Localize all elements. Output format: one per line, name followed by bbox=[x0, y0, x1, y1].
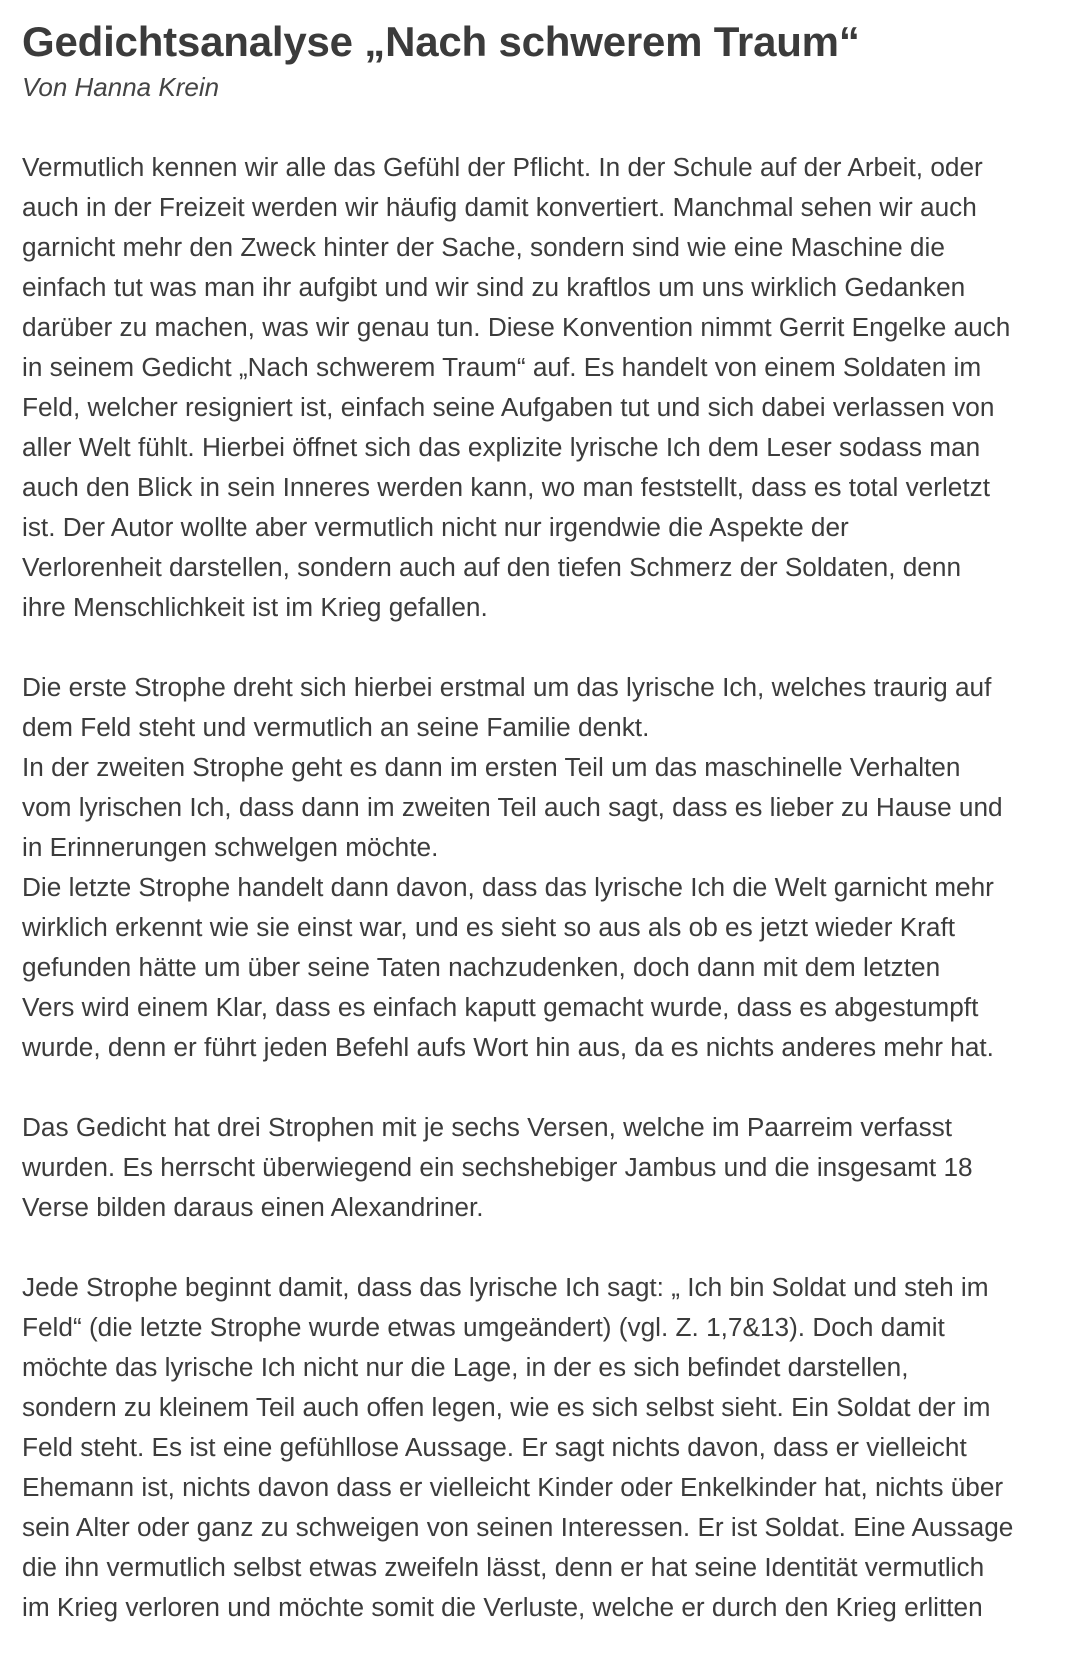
text-line: Vermutlich kennen wir alle das Gefühl der Pflicht. In der Schule auf der Arbeit, oder bbox=[22, 152, 983, 182]
paragraph bbox=[22, 667, 1074, 1067]
paragraph bbox=[22, 147, 1074, 627]
text-line: Verse bilden daraus einen Alexandriner. bbox=[22, 1192, 484, 1222]
text-line: gefunden hätte um über seine Taten nachzudenken, doch dann mit dem letzten bbox=[22, 952, 941, 982]
paragraph bbox=[22, 1107, 1074, 1227]
text-line: im Krieg verloren und möchte somit die Verluste, welche er durch den Krieg erlitten bbox=[22, 1592, 983, 1622]
text-line: wurde, denn er führt jeden Befehl aufs Wort hin aus, da es nichts anderes mehr hat. bbox=[22, 1032, 994, 1062]
text-line: in seinem Gedicht „Nach schwerem Traum“ auf. Es handelt von einem Soldaten im bbox=[22, 352, 982, 382]
text-line: sondern zu kleinem Teil auch offen legen, wie es sich selbst sieht. Ein Soldat der im bbox=[22, 1392, 991, 1422]
text-line: Die letzte Strophe handelt dann davon, dass das lyrische Ich die Welt garnicht mehr bbox=[22, 872, 994, 902]
text-line: möchte das lyrische Ich nicht nur die Lage, in der es sich befindet darstellen, bbox=[22, 1352, 909, 1382]
document-page bbox=[22, 14, 1074, 1667]
text-line: aller Welt fühlt. Hierbei öffnet sich das explizite lyrische Ich dem Leser sodass man bbox=[22, 432, 981, 462]
text-line: in Erinnerungen schwelgen möchte. bbox=[22, 832, 439, 862]
text-line: ist. Der Autor wollte aber vermutlich nicht nur irgendwie die Aspekte der bbox=[22, 512, 849, 542]
text-line: Feld, welcher resigniert ist, einfach seine Aufgaben tut und sich dabei verlassen von bbox=[22, 392, 995, 422]
text-line: Ehemann ist, nichts davon dass er vielleicht Kinder oder Enkelkinder hat, nichts über bbox=[22, 1472, 1004, 1502]
text-line: wirklich erkennt wie sie einst war, und es sieht so aus als ob es jetzt wieder Kraft bbox=[22, 912, 955, 942]
text-line: Die erste Strophe dreht sich hierbei erstmal um das lyrische Ich, welches traurig auf bbox=[22, 672, 992, 702]
text-line: auch den Blick in sein Inneres werden kann, wo man feststellt, dass es total verletzt bbox=[22, 472, 990, 502]
text-line: die ihn vermutlich selbst etwas zweifeln lässt, denn er hat seine Identität vermutlich bbox=[22, 1552, 985, 1582]
text-line: einfach tut was man ihr aufgibt und wir sind zu kraftlos um uns wirklich Gedanken bbox=[22, 272, 966, 302]
text-line: wurden. Es herrscht überwiegend ein sechshebiger Jambus und die insgesamt 18 bbox=[22, 1152, 973, 1182]
text-line: garnicht mehr den Zweck hinter der Sache, sondern sind wie eine Maschine die bbox=[22, 232, 945, 262]
paragraph bbox=[22, 1267, 1074, 1627]
author-line: Von Hanna Krein bbox=[22, 72, 220, 102]
text-line: auch in der Freizeit werden wir häufig damit konvertiert. Manchmal sehen wir auch bbox=[22, 192, 977, 222]
page-title: Gedichtsanalyse „Nach schwerem Traum“ bbox=[22, 18, 860, 65]
text-line: Vers wird einem Klar, dass es einfach kaputt gemacht wurde, dass es abgestumpft bbox=[22, 992, 979, 1022]
text-line: Verlorenheit darstellen, sondern auch auf den tiefen Schmerz der Soldaten, denn bbox=[22, 552, 962, 582]
text-line: Feld“ (die letzte Strophe wurde etwas umgeändert) (vgl. Z. 1,7&13). Doch damit bbox=[22, 1312, 945, 1342]
text-line: ihre Menschlichkeit ist im Krieg gefallen. bbox=[22, 592, 488, 622]
text-line: dem Feld steht und vermutlich an seine Familie denkt. bbox=[22, 712, 650, 742]
text-line: vom lyrischen Ich, dass dann im zweiten Teil auch sagt, dass es lieber zu Hause und bbox=[22, 792, 1003, 822]
text-line: sein Alter oder ganz zu schweigen von seinen Interessen. Er ist Soldat. Eine Aussage bbox=[22, 1512, 1014, 1542]
text-line: darüber zu machen, was wir genau tun. Diese Konvention nimmt Gerrit Engelke auch bbox=[22, 312, 1011, 342]
article-body bbox=[22, 147, 1074, 1627]
text-line: Feld steht. Es ist eine gefühllose Aussage. Er sagt nichts davon, dass er vielleicht bbox=[22, 1432, 967, 1462]
text-line: Jede Strophe beginnt damit, dass das lyrische Ich sagt: „ Ich bin Soldat und steh im bbox=[22, 1272, 989, 1302]
text-line: Das Gedicht hat drei Strophen mit je sechs Versen, welche im Paarreim verfasst bbox=[22, 1112, 953, 1142]
text-line: In der zweiten Strophe geht es dann im ersten Teil um das maschinelle Verhalten bbox=[22, 752, 961, 782]
